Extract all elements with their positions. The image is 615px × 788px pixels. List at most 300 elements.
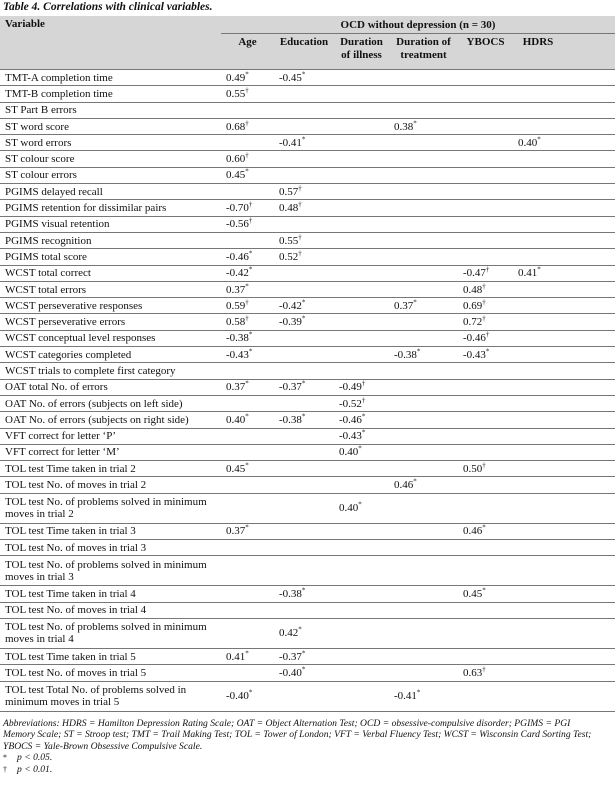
row-label: TOL test No. of problems solved in minimum moves in trial 2 (0, 493, 221, 523)
correlation-cell (274, 151, 334, 167)
correlation-cell: 0.52† (274, 249, 334, 265)
correlation-cell: 0.55† (274, 232, 334, 248)
correlation-cell (334, 461, 389, 477)
row-spacer (563, 665, 615, 681)
correlation-cell: 0.40* (334, 444, 389, 460)
correlation-cell: 0.68† (221, 118, 274, 134)
row-label: TOL test No. of moves in trial 2 (0, 477, 221, 493)
correlation-cell (274, 363, 334, 379)
correlation-cell (389, 379, 458, 395)
correlation-cell (334, 298, 389, 314)
row-spacer (563, 135, 615, 151)
correlation-cell (513, 540, 563, 556)
table-row (0, 249, 615, 265)
correlation-cell (458, 395, 513, 411)
correlation-cell: 0.63† (458, 665, 513, 681)
correlation-cell (513, 648, 563, 664)
table-row (0, 298, 615, 314)
correlation-cell (389, 523, 458, 539)
correlation-cell (458, 70, 513, 86)
correlation-cell (221, 540, 274, 556)
correlation-cell (513, 118, 563, 134)
correlation-cell: -0.39* (274, 314, 334, 330)
row-label: PGIMS retention for dissimilar pairs (0, 200, 221, 216)
correlation-cell (221, 395, 274, 411)
correlation-cell (334, 86, 389, 102)
table-row (0, 167, 615, 183)
correlation-cell (458, 412, 513, 428)
row-spacer (563, 298, 615, 314)
correlation-cell (513, 200, 563, 216)
correlation-cell (513, 602, 563, 618)
row-label: PGIMS visual retention (0, 216, 221, 232)
row-label: VFT correct for letter ‘M’ (0, 444, 221, 460)
correlation-cell (458, 602, 513, 618)
correlation-cell: 0.72† (458, 314, 513, 330)
column-header: Duration of treatment (389, 34, 458, 70)
correlation-cell (221, 444, 274, 460)
correlation-cell (274, 461, 334, 477)
correlation-cell: 0.42* (274, 618, 334, 648)
row-label: ST word score (0, 118, 221, 134)
correlation-cell: -0.46† (458, 330, 513, 346)
correlation-cell: 0.48† (458, 281, 513, 297)
correlation-cell: -0.38* (274, 586, 334, 602)
correlation-cell (334, 314, 389, 330)
significance-note-05: * p < 0.05. (3, 752, 53, 763)
table-row (0, 556, 615, 586)
table-row (0, 444, 615, 460)
correlation-cell: -0.42* (221, 265, 274, 281)
row-label: VFT correct for letter ‘P’ (0, 428, 221, 444)
row-label: TOL test No. of moves in trial 5 (0, 665, 221, 681)
table-row (0, 586, 615, 602)
correlation-cell: -0.49† (334, 379, 389, 395)
row-spacer (563, 493, 615, 523)
row-spacer (563, 428, 615, 444)
correlation-cell (334, 265, 389, 281)
correlation-cell: 0.69† (458, 298, 513, 314)
row-spacer (563, 540, 615, 556)
correlation-cell (274, 330, 334, 346)
correlation-cell (513, 556, 563, 586)
correlation-cell (389, 556, 458, 586)
correlation-cell (334, 602, 389, 618)
correlation-cell (274, 86, 334, 102)
row-spacer (563, 586, 615, 602)
correlation-cell (221, 602, 274, 618)
correlation-cell (458, 232, 513, 248)
table-row (0, 70, 615, 86)
correlation-cell (274, 167, 334, 183)
table-footnotes (0, 712, 606, 776)
correlation-cell (221, 135, 274, 151)
correlation-cell (334, 363, 389, 379)
correlation-cell (513, 461, 563, 477)
row-spacer (563, 281, 615, 297)
table-row (0, 86, 615, 102)
table-row (0, 477, 615, 493)
table-row (0, 102, 615, 118)
correlation-cell (389, 540, 458, 556)
correlation-cell (513, 523, 563, 539)
table-row (0, 118, 615, 134)
correlation-cell (513, 493, 563, 523)
row-spacer (563, 477, 615, 493)
correlation-cell (389, 135, 458, 151)
correlation-cell (274, 395, 334, 411)
correlation-cell: -0.43* (458, 347, 513, 363)
row-label: ST word errors (0, 135, 221, 151)
correlation-cell: 0.40* (513, 135, 563, 151)
correlation-cell: 0.57† (274, 184, 334, 200)
correlation-cell (334, 618, 389, 648)
significance-note-01: † p < 0.01. (3, 763, 53, 775)
correlation-cell (458, 477, 513, 493)
correlation-cell (458, 556, 513, 586)
correlation-cell: 0.48† (274, 200, 334, 216)
correlation-cell (513, 477, 563, 493)
correlation-cell (389, 232, 458, 248)
row-spacer (563, 86, 615, 102)
correlation-cell: 0.60† (221, 151, 274, 167)
correlation-cell (334, 665, 389, 681)
correlation-cell (513, 184, 563, 200)
table-row (0, 602, 615, 618)
correlation-cell (389, 602, 458, 618)
row-label: TOL test No. of problems solved in minimum moves in trial 3 (0, 556, 221, 586)
correlation-cell (274, 556, 334, 586)
row-spacer (563, 648, 615, 664)
table-row (0, 681, 615, 711)
correlation-cell (334, 540, 389, 556)
correlation-cell (513, 70, 563, 86)
correlation-cell (221, 477, 274, 493)
correlation-cell: -0.38* (274, 412, 334, 428)
correlation-cell (274, 265, 334, 281)
correlation-cell (389, 265, 458, 281)
correlation-cell: -0.37* (274, 648, 334, 664)
correlation-cell (221, 586, 274, 602)
correlation-cell: 0.37* (389, 298, 458, 314)
correlation-cell (458, 540, 513, 556)
correlation-cell (389, 461, 458, 477)
table-row (0, 216, 615, 232)
correlation-cell (458, 184, 513, 200)
correlation-cell (513, 395, 563, 411)
correlation-cell (389, 184, 458, 200)
correlation-cell (513, 167, 563, 183)
correlation-cell (334, 232, 389, 248)
table-row (0, 540, 615, 556)
correlation-cell (513, 249, 563, 265)
correlation-cell (389, 363, 458, 379)
correlation-cell (513, 363, 563, 379)
column-header: Duration of illness (334, 34, 389, 70)
row-spacer (563, 330, 615, 346)
table-row (0, 330, 615, 346)
correlation-cell (221, 618, 274, 648)
correlation-cell (334, 523, 389, 539)
correlation-cell (221, 184, 274, 200)
correlation-cell (389, 314, 458, 330)
correlation-cell (389, 151, 458, 167)
correlation-cell (458, 216, 513, 232)
table-row (0, 379, 615, 395)
correlation-cell (334, 151, 389, 167)
table-row (0, 184, 615, 200)
correlation-cell: 0.55† (221, 86, 274, 102)
table-row (0, 200, 615, 216)
row-label: TOL test No. of moves in trial 3 (0, 540, 221, 556)
correlation-cell (389, 70, 458, 86)
row-spacer (563, 200, 615, 216)
correlation-cell (458, 618, 513, 648)
row-spacer (563, 347, 615, 363)
correlation-cell: 0.58† (221, 314, 274, 330)
row-label: OAT total No. of errors (0, 379, 221, 395)
correlation-cell: -0.40* (221, 681, 274, 711)
correlation-cell: -0.43* (334, 428, 389, 444)
row-label: ST colour errors (0, 167, 221, 183)
correlation-cell (458, 86, 513, 102)
row-label: TOL test Total No. of problems solved in minimum moves in trial 5 (0, 681, 221, 711)
correlation-cell: 0.50† (458, 461, 513, 477)
table-row (0, 232, 615, 248)
correlation-cell (334, 586, 389, 602)
row-label: TMT-A completion time (0, 70, 221, 86)
correlation-cell: -0.52† (334, 395, 389, 411)
correlation-cell (334, 681, 389, 711)
correlation-cell (274, 602, 334, 618)
correlation-cell (334, 200, 389, 216)
row-label: ST Part B errors (0, 102, 221, 118)
correlation-cell (274, 444, 334, 460)
row-spacer (563, 314, 615, 330)
correlation-cell: -0.40* (274, 665, 334, 681)
table-row (0, 347, 615, 363)
row-label: PGIMS delayed recall (0, 184, 221, 200)
correlation-cell: -0.37* (274, 379, 334, 395)
correlation-cell (513, 444, 563, 460)
correlation-cell (221, 232, 274, 248)
correlation-cell (221, 363, 274, 379)
correlation-cell (389, 102, 458, 118)
correlation-cell: -0.45* (274, 70, 334, 86)
correlation-cell (274, 102, 334, 118)
row-label: WCST perseverative errors (0, 314, 221, 330)
row-label: WCST trials to complete first category (0, 363, 221, 379)
correlation-cell (458, 167, 513, 183)
row-spacer (563, 602, 615, 618)
correlation-cell: 0.49* (221, 70, 274, 86)
correlation-cell (274, 477, 334, 493)
correlation-cell (274, 493, 334, 523)
row-spacer (563, 216, 615, 232)
correlation-cell (513, 86, 563, 102)
correlation-cell (389, 586, 458, 602)
row-spacer (563, 118, 615, 134)
correlation-cell (389, 444, 458, 460)
row-label: ST colour score (0, 151, 221, 167)
correlation-cell (458, 151, 513, 167)
correlation-cell: -0.46* (334, 412, 389, 428)
row-spacer (563, 363, 615, 379)
table-row (0, 281, 615, 297)
row-spacer (563, 265, 615, 281)
row-label: WCST total errors (0, 281, 221, 297)
correlation-cell (334, 216, 389, 232)
correlation-cell (334, 118, 389, 134)
row-spacer (563, 523, 615, 539)
correlation-cell (458, 102, 513, 118)
row-spacer (563, 232, 615, 248)
correlation-cell (458, 444, 513, 460)
row-label: PGIMS total score (0, 249, 221, 265)
correlation-cell: 0.45* (221, 167, 274, 183)
row-spacer (563, 70, 615, 86)
correlation-cell (221, 493, 274, 523)
correlation-cell: 0.40* (221, 412, 274, 428)
table-caption: Table 4. Correlations with clinical variables. (3, 1, 213, 13)
table-row (0, 395, 615, 411)
correlation-cell (513, 102, 563, 118)
correlation-cell: 0.37* (221, 281, 274, 297)
table-row (0, 618, 615, 648)
correlation-cell: -0.41* (274, 135, 334, 151)
row-spacer (563, 681, 615, 711)
correlation-cell: 0.45* (221, 461, 274, 477)
correlation-cell (389, 493, 458, 523)
correlation-cell (513, 618, 563, 648)
column-header: YBOCS (458, 34, 513, 70)
row-label: TOL test Time taken in trial 3 (0, 523, 221, 539)
table-row (0, 412, 615, 428)
column-header: Education (274, 34, 334, 70)
correlation-cell (334, 70, 389, 86)
correlation-cell: -0.46* (221, 249, 274, 265)
row-spacer (563, 444, 615, 460)
row-label: WCST perseverative responses (0, 298, 221, 314)
correlation-cell: -0.47† (458, 265, 513, 281)
table-row (0, 135, 615, 151)
correlation-cell (334, 648, 389, 664)
correlation-cell (274, 540, 334, 556)
correlation-cell (513, 586, 563, 602)
correlation-cell (458, 428, 513, 444)
correlation-cell (389, 618, 458, 648)
correlation-cell (274, 523, 334, 539)
correlation-cell (513, 281, 563, 297)
correlation-cell (513, 681, 563, 711)
table-row (0, 314, 615, 330)
table-row (0, 363, 615, 379)
correlation-cell: 0.40* (334, 493, 389, 523)
row-label: TOL test Time taken in trial 2 (0, 461, 221, 477)
correlation-cell (513, 151, 563, 167)
row-label: WCST categories completed (0, 347, 221, 363)
correlation-cell: 0.41* (221, 648, 274, 664)
correlation-cell: -0.56† (221, 216, 274, 232)
correlation-cell (389, 395, 458, 411)
correlation-cell (513, 216, 563, 232)
correlation-cell (458, 648, 513, 664)
correlation-cell (334, 556, 389, 586)
correlation-cell (334, 477, 389, 493)
row-spacer (563, 249, 615, 265)
row-spacer (563, 461, 615, 477)
column-header: Age (221, 34, 274, 70)
table-row (0, 665, 615, 681)
table-row (0, 428, 615, 444)
correlation-cell (389, 412, 458, 428)
correlation-cell (274, 281, 334, 297)
correlation-cell (513, 330, 563, 346)
correlation-cell (334, 281, 389, 297)
table-row (0, 461, 615, 477)
row-label: TOL test No. of moves in trial 4 (0, 602, 221, 618)
correlation-cell (389, 200, 458, 216)
table-row (0, 523, 615, 539)
table-row (0, 151, 615, 167)
correlation-cell (513, 379, 563, 395)
correlation-cell (389, 648, 458, 664)
correlation-cell (334, 167, 389, 183)
row-label: OAT No. of errors (subjects on right side) (0, 412, 221, 428)
group-header: OCD without depression (n = 30) (221, 16, 615, 34)
correlation-cell (389, 330, 458, 346)
correlation-cell (389, 665, 458, 681)
table-row (0, 493, 615, 523)
correlation-cell (274, 347, 334, 363)
correlation-cell (334, 184, 389, 200)
correlation-cell (513, 665, 563, 681)
correlation-cell (389, 216, 458, 232)
row-spacer (563, 412, 615, 428)
correlation-cell (389, 428, 458, 444)
correlation-cell: 0.41* (513, 265, 563, 281)
correlation-cell (274, 118, 334, 134)
correlation-cell: 0.45* (458, 586, 513, 602)
correlation-cell: 0.37* (221, 523, 274, 539)
correlation-cell (513, 298, 563, 314)
row-label: TMT-B completion time (0, 86, 221, 102)
table-row (0, 265, 615, 281)
column-header-spacer (563, 34, 615, 70)
row-spacer (563, 379, 615, 395)
correlation-cell (513, 347, 563, 363)
variable-header: Variable (0, 16, 221, 70)
row-spacer (563, 184, 615, 200)
row-label: TOL test Time taken in trial 5 (0, 648, 221, 664)
abbreviations-note: Abbreviations: HDRS = Hamilton Depression Rating Scale; OAT = Object Alternation Test; OCD = obsessive-compulsive disorder; PGIMS = PGI Memory Scale; ST = Stroop test; TMT = Trail Making Test; TOL = Tower of London; VFT = Verbal Fluency Test; WCST = Wisconsin Card Sorting Test; YBOCS = Yale-Brown Obsessive Compulsive Scale. (3, 717, 592, 752)
correlation-cell: 0.38* (389, 118, 458, 134)
correlation-cell (458, 249, 513, 265)
correlation-cell (513, 428, 563, 444)
correlation-cell (274, 681, 334, 711)
row-label: OAT No. of errors (subjects on left side) (0, 395, 221, 411)
correlation-cell (458, 681, 513, 711)
row-spacer (563, 102, 615, 118)
row-label: TOL test Time taken in trial 4 (0, 586, 221, 602)
correlation-cell (274, 216, 334, 232)
correlation-cell (334, 249, 389, 265)
correlation-cell (274, 428, 334, 444)
correlation-cell (221, 102, 274, 118)
correlation-cell: 0.46* (389, 477, 458, 493)
row-spacer (563, 167, 615, 183)
correlation-cell (389, 281, 458, 297)
